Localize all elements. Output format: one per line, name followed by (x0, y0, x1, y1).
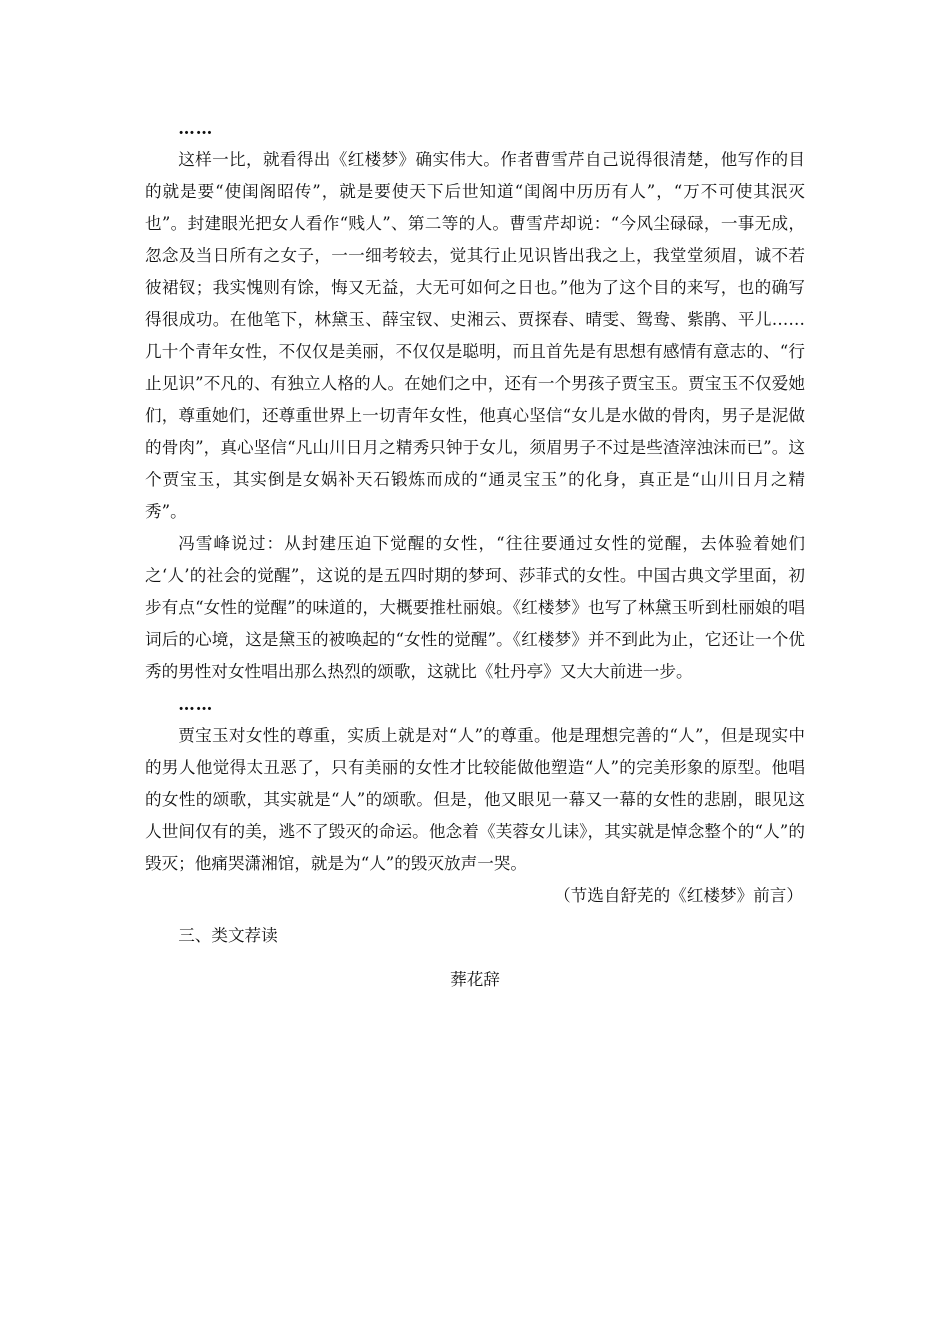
body-paragraph: 这样一比，就看得出《红楼梦》确实伟大。作者曹雪芹自己说得很清楚，他写作的目的就是要“使闺阁昭传”，就是要使天下后世知道“闺阁中历历有人”，“万不可使其泯灭也”。封建眼光把女人看作“贱人”、第二等的人。曹雪芹却说：“今风尘碌碌，一事无成，忽念及当日所有之女子，一一细考较去，觉其行止见识皆出我之上，我堂堂须眉，诚不若彼裙钗；我实愧则有馀，悔又无益，大无可如何之日也。”他为了这个目的来写，也的确写得很成功。在他笔下，林黛玉、薛宝钗、史湘云、贾探春、晴雯、鸳鸯、紫鹃、平儿……几十个青年女性，不仅仅是美丽，不仅仅是聪明，而且首先是有思想有感情有意志的、“行止见识”不凡的、有独立人格的人。在她们之中，还有一个男孩子贾宝玉。贾宝玉不仅爱她们，尊重她们，还尊重世界上一切青年女性，他真心坚信“女儿是水做的骨肉，男子是泥做的骨肉”，真心坚信“凡山川日月之精秀只钟于女儿，须眉男子不过是些渣滓浊沫而已”。这个贾宝玉，其实倒是女娲补天石锻炼而成的“通灵宝玉”的化身，真正是“山川日月之精秀”。 (145, 150, 805, 521)
document-page (145, 112, 805, 996)
body-paragraph: 冯雪峰说过：从封建压迫下觉醒的女性，“往往要通过女性的觉醒，去体验着她们之‘人’的社会的觉醒”，这说的是五四时期的梦珂、莎菲式的女性。中国古典文学里面，初步有点“女性的觉醒”的味道的，大概要推杜丽娘。《红楼梦》也写了林黛玉听到杜丽娘的唱词后的心境，这是黛玉的被唤起的“女性的觉醒”。《红楼梦》并不到此为止，它还让一个优秀的男性对女性唱出那么热烈的颂歌，这就比《牡丹亭》又大大前进一步。 (145, 534, 805, 681)
body-paragraph: 贾宝玉对女性的尊重，实质上就是对“人”的尊重。他是理想完善的“人”，但是现实中的男人他觉得太丑恶了，只有美丽的女性才比较能做他塑造“人”的完美形象的原型。他唱的女性的颂歌，其实就是“人”的颂歌。但是，他又眼见一幕又一幕的女性的悲剧，眼见这人世间仅有的美，逃不了毁灭的命运。他念着《芙蓉女儿诔》，其实就是悼念整个的“人”的毁灭；他痛哭潇湘馆，就是为“人”的毁灭放声一哭。 (145, 726, 805, 873)
source-citation: （节选自舒芜的《红楼梦》前言） (554, 886, 803, 905)
ellipsis-marker: …… (178, 694, 214, 714)
section-heading: 三、类文荐读 (178, 926, 278, 945)
poem-title: 葬花辞 (450, 970, 500, 989)
ellipsis-marker: …… (178, 118, 214, 138)
